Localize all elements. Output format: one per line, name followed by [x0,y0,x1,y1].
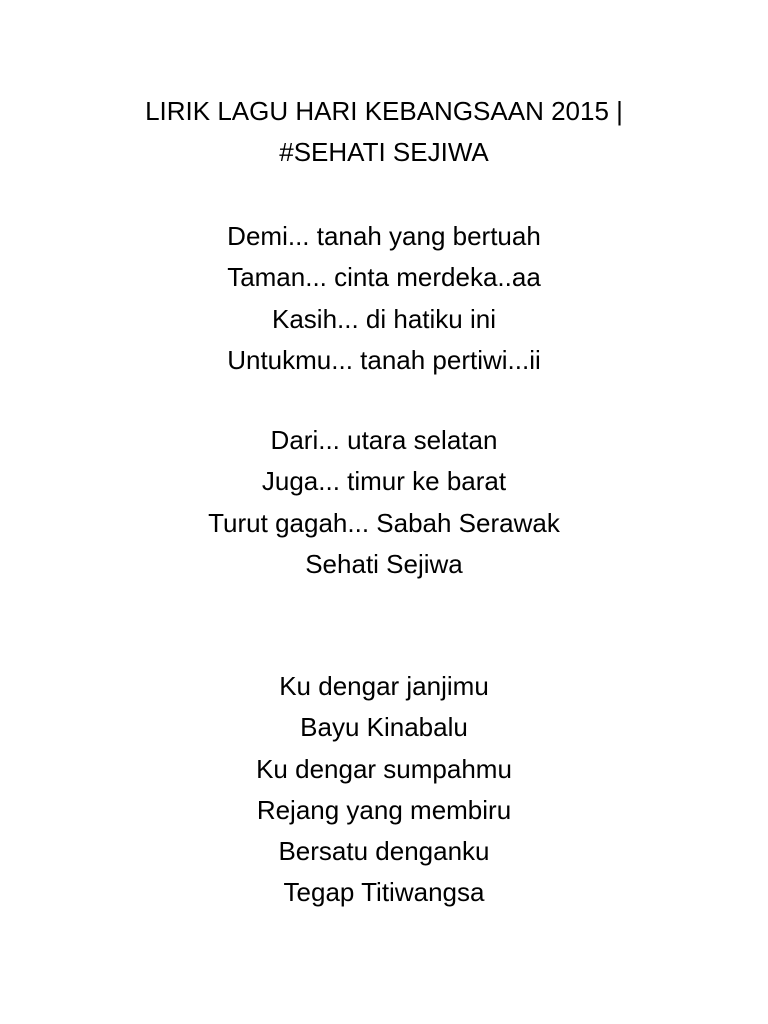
lyric-line: Dari... utara selatan [270,425,498,455]
lyric-line: Bayu Kinabalu [300,712,468,743]
lyric-line: Turut gagah... Sabah Serawak [208,507,560,538]
lyrics-stanza-1 [0,216,768,381]
lyric-line: Rejang yang membiru [256,794,512,825]
lyric-line: Tegap Titiwangsa [283,877,485,908]
lyric-line: Juga... timur ke barat [261,466,507,497]
lyric-line: Untukmu... tanah pertiwi...ii [227,344,541,375]
lyric-line: Ku dengar janjimu [279,671,489,701]
lyric-line: Taman... cinta merdeka..aa [227,262,541,293]
lyrics-stanza-2 [0,420,768,585]
lyric-line: Bersatu denganku [278,836,490,867]
lyric-line: Ku dengar sumpahmu [256,753,512,784]
lyric-line: Sehati Sejiwa [305,548,463,579]
document-title-line-1: LIRIK LAGU HARI KEBANGSAAN 2015 | [145,96,623,126]
lyric-line: Kasih... di hatiku ini [271,303,496,334]
lyrics-stanza-3 [0,666,768,914]
lyric-line: Demi... tanah yang bertuah [227,221,541,251]
document-title-line-2: #SEHATI SEJIWA [279,137,489,167]
